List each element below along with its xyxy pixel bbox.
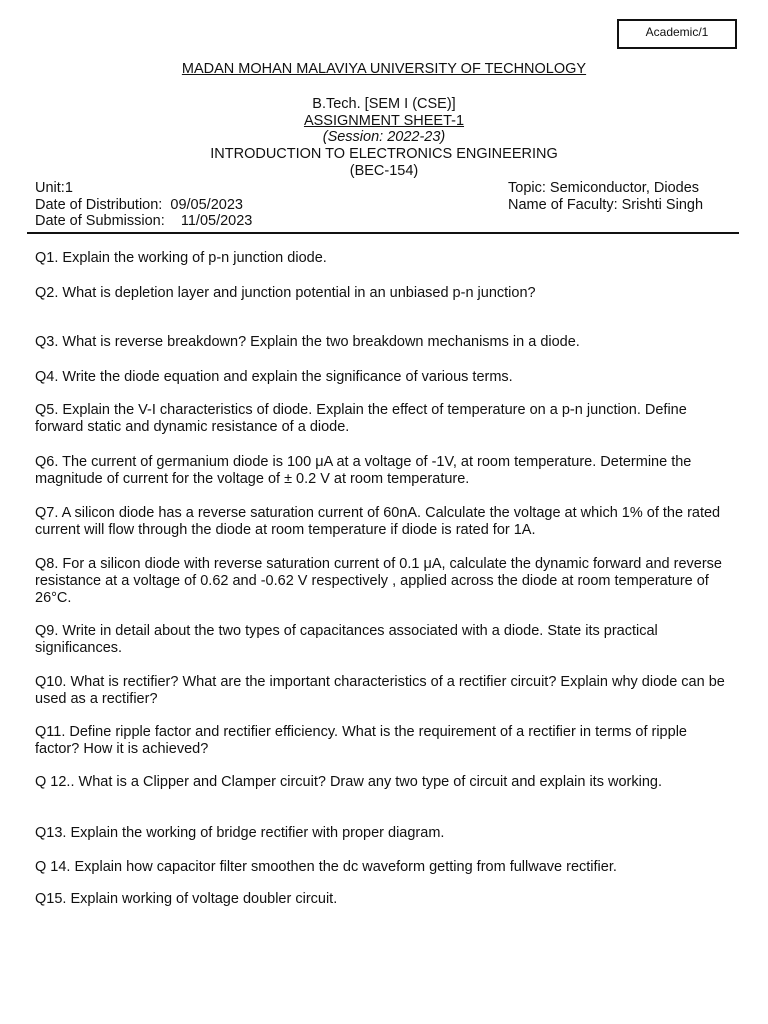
question-15: Q15. Explain working of voltage doubler circuit. bbox=[35, 891, 338, 907]
question-3: Q3. What is reverse breakdown? Explain the two breakdown mechanisms in a diode. bbox=[35, 334, 580, 350]
document-code: Academic/1 bbox=[645, 25, 709, 39]
question-11: Q11. Define ripple factor and rectifier efficiency. What is the requirement of a rectifier in terms of ripple factor? How it is achieved? bbox=[35, 724, 687, 757]
course-code: (BEC-154) bbox=[349, 163, 419, 179]
question-5: Q5. Explain the V-I characteristics of diode. Explain the effect of temperature on a p-n junction. Define forward static and dynamic resistance of a diode. bbox=[35, 402, 687, 435]
question-2: Q2. What is depletion layer and junction potential in an unbiased p-n junction? bbox=[35, 285, 536, 301]
distribution-date: Date of Distribution: 09/05/2023 bbox=[35, 197, 243, 213]
faculty-name: Name of Faculty: Srishti Singh bbox=[508, 197, 704, 213]
university-name: MADAN MOHAN MALAVIYA UNIVERSITY OF TECHNOLOGY bbox=[181, 61, 587, 77]
session-label: (Session: 2022-23) bbox=[322, 129, 446, 145]
topic-label: Topic: Semiconductor, Diodes bbox=[508, 180, 700, 196]
document-code-box bbox=[617, 19, 737, 49]
question-10: Q10. What is rectifier? What are the important characteristics of a rectifier circuit? Explain why diode can be used as a rectifier? bbox=[35, 674, 725, 707]
header-divider bbox=[27, 232, 739, 234]
question-8: Q8. For a silicon diode with reverse saturation current of 0.1 μA, calculate the dynamic forward and reverse resistance at a voltage of 0.62 and -0.62 V respectively , applied across the diode at room temperature of 26°C. bbox=[35, 556, 722, 606]
assignment-sheet-title: ASSIGNMENT SHEET-1 bbox=[303, 113, 465, 129]
question-14: Q 14. Explain how capacitor filter smoothen the dc waveform getting from fullwave rectifier. bbox=[35, 859, 617, 875]
question-12: Q 12.. What is a Clipper and Clamper circuit? Draw any two type of circuit and explain its working. bbox=[35, 774, 662, 790]
question-6: Q6. The current of germanium diode is 100 μA at a voltage of -1V, at room temperature. Determine the magnitude of current for the voltage of ± 0.2 V at room temperature. bbox=[35, 454, 692, 487]
question-13: Q13. Explain the working of bridge rectifier with proper diagram. bbox=[35, 825, 445, 841]
submission-date: Date of Submission: 11/05/2023 bbox=[35, 213, 253, 229]
program-title: B.Tech. [SEM I (CSE)] bbox=[312, 96, 456, 112]
course-title: INTRODUCTION TO ELECTRONICS ENGINEERING bbox=[210, 146, 558, 162]
question-4: Q4. Write the diode equation and explain the significance of various terms. bbox=[35, 369, 513, 385]
question-9: Q9. Write in detail about the two types of capacitances associated with a diode. State its practical significances. bbox=[35, 623, 658, 656]
question-1: Q1. Explain the working of p-n junction diode. bbox=[35, 250, 327, 266]
question-7: Q7. A silicon diode has a reverse saturation current of 60nA. Calculate the voltage at which 1% of the rated current will flow through the diode at room temperature if diode is rated for 1A. bbox=[35, 505, 721, 538]
unit-label: Unit:1 bbox=[35, 180, 73, 196]
